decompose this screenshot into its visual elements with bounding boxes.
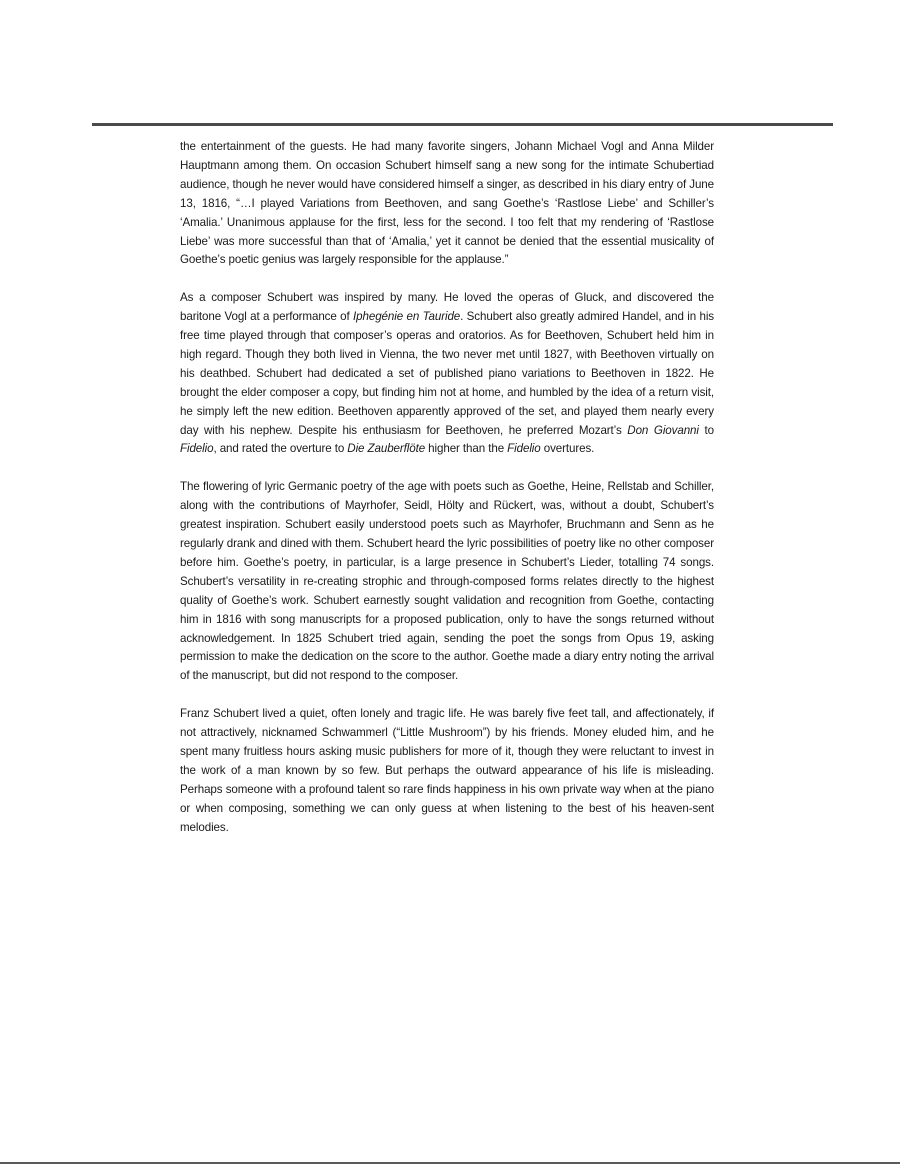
body-text xyxy=(180,138,714,837)
text-run: As a composer Schubert was inspired by many. He loved the operas of Gluck, and discovered the baritone Vogl at a performance of xyxy=(180,291,714,324)
header-rule xyxy=(92,123,833,126)
text-run: to xyxy=(698,423,714,437)
text-run: , and rated the overture to xyxy=(213,442,348,456)
text-run: The flowering of lyric Germanic poetry of the age with poets such as Goethe, Heine, Rellstab and Schiller, along with the contributions of Mayrhofer, Seidl, Hölty and Rückert, was, without a doubt, Schubert’s greatest inspiration. Schubert easily understood poets such as Mayrhofer, Bruchmann and Senn as he regularly drank and dined with them. Schubert heard the lyric possibilities of poetry like no other composer before him. Goethe’s poetry, in particular, is a large presence in Schubert’s Lieder, totalling 74 songs. Schubert’s versatility in re-creating strophic and through-composed forms relates directly to the highest quality of Goethe’s work. Schubert earnestly sought validation and recognition from Goethe, contacting him in 1816 with song manuscripts for a proposed publication, only to have the songs returned without acknowledgement. In 1825 Schubert tried again, sending the poet the songs from Opus 19, asking permission to make the dedication on the score to the author. Goethe made a diary entry noting the arrival of the manuscript, but did not respond to the composer. xyxy=(180,480,714,683)
paragraph-inspirations xyxy=(180,289,714,459)
paragraph-poetry xyxy=(180,478,714,686)
opera-title: Die Zauberflöte xyxy=(347,442,426,456)
text-run: . Schubert also greatly admired Handel, and in his free time played through that composer’s operas and oratorios. As for Beethoven, Schubert held him in high regard. Though they both lived in Vienna, the two never met until 1827, with Beethoven virtually on his deathbed. Schubert had dedicated a set of published piano variations to Beethoven in 1822. He brought the elder composer a copy, but finding him not at home, and humbled by the idea of a return visit, he simply left the new edition. Beethoven apparently approved of the set, and played them nearly every day with his nephew. Despite his enthusiasm for Beethoven, he preferred Mozart’s xyxy=(180,310,714,437)
opera-title: Fidelio xyxy=(180,442,214,456)
text-run: higher than the xyxy=(425,442,508,456)
text-run: the entertainment of the guests. He had many favorite singers, Johann Michael Vogl and Anna Milder Hauptmann among them. On occasion Schubert himself sang a new song for the intimate Schubertiad audience, though he never would have considered himself a singer, as described in his diary entry of June 13, 1816, “…I played Variations from Beethoven, and sang Goethe’s ‘Rastlose Liebe’ and Schiller’s ‘Amalia.’ Unanimous applause for the first, less for the second. I too felt that my rendering of ‘Rastlose Liebe’ was more successful than that of ‘Amalia,’ yet it cannot be denied that the essential musicality of Goethe’s poetic genius was largely responsible for the applause.” xyxy=(180,140,714,267)
paragraph-life xyxy=(180,705,714,837)
opera-title: Iphegénie en Tauride xyxy=(353,310,461,324)
paragraph-guests xyxy=(180,138,714,270)
text-run: overtures. xyxy=(540,442,595,456)
text-run: Franz Schubert lived a quiet, often lonely and tragic life. He was barely five feet tall, and affectionately, if not attractively, nicknamed Schwammerl (“Little Mushroom”) by his friends. Money eluded him, and he spent many fruitless hours asking music publishers for more of it, though they were reluctant to invest in the work of a man known by so few. But perhaps the outward appearance of his life is misleading. Perhaps someone with a profound talent so rare finds happiness in his own private way when at the piano or when composing, something we can only guess at when listening to the best of his heaven-sent melodies. xyxy=(180,707,714,834)
opera-title: Fidelio xyxy=(507,442,541,456)
opera-title: Don Giovanni xyxy=(627,423,699,437)
